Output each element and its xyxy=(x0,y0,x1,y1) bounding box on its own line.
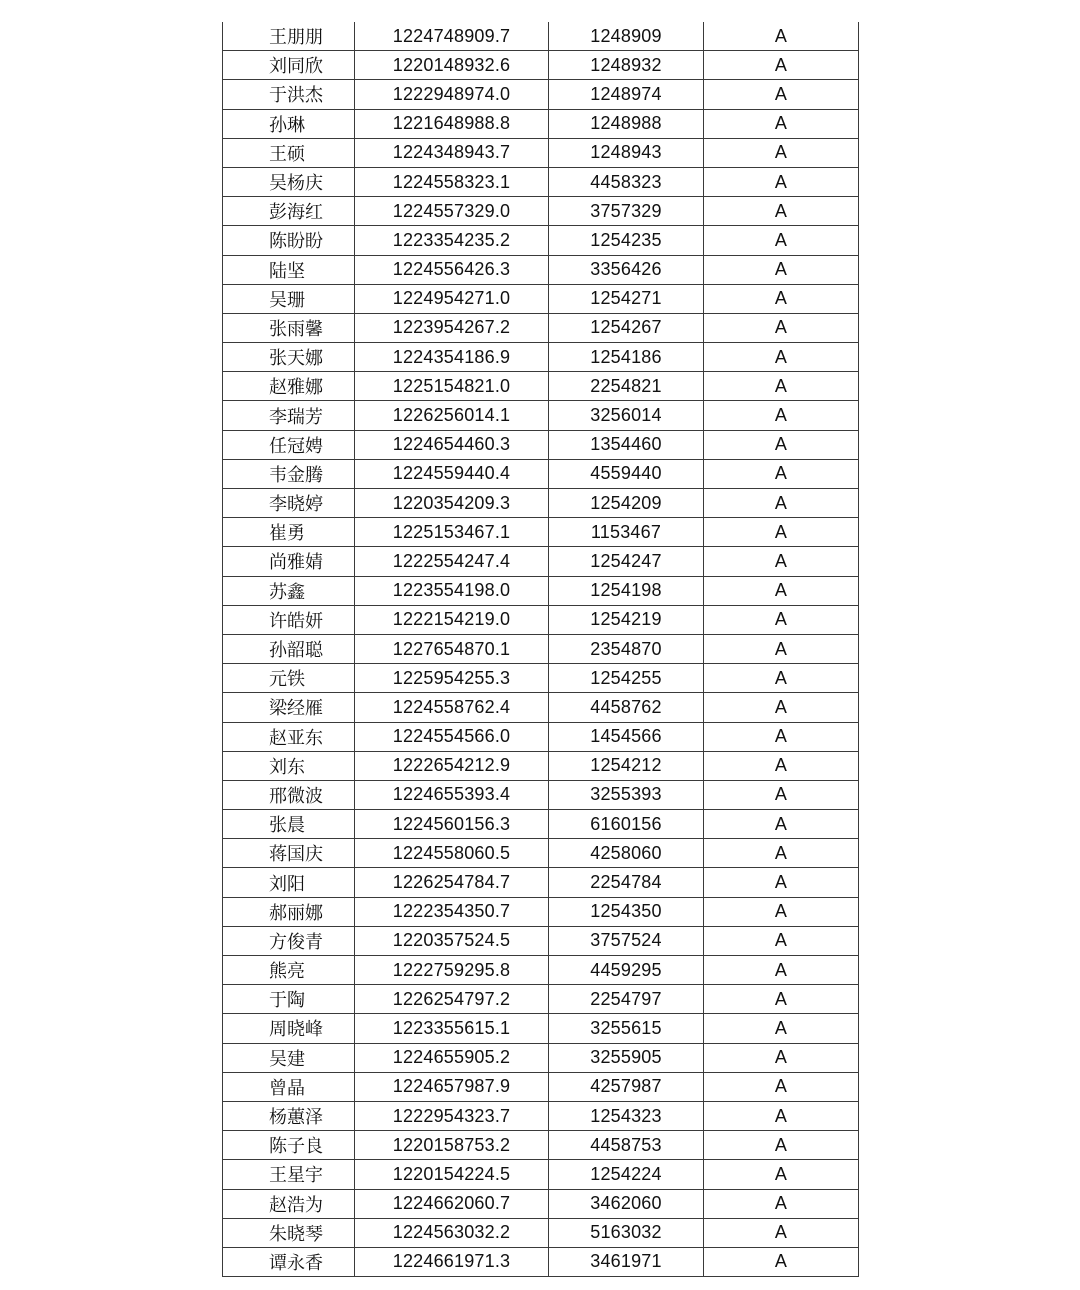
grade-cell: A xyxy=(704,459,859,488)
code-cell: 1248909 xyxy=(549,22,704,51)
code-cell: 3255615 xyxy=(549,1014,704,1043)
person-name-cell: 方俊青 xyxy=(223,926,355,955)
id-number-cell: 1224655393.4 xyxy=(355,780,549,809)
grade-cell: A xyxy=(704,1072,859,1101)
id-number-cell: 1223355615.1 xyxy=(355,1014,549,1043)
table-row xyxy=(223,1218,859,1247)
person-name-cell: 谭永香 xyxy=(223,1247,355,1276)
id-number-cell: 1224654460.3 xyxy=(355,430,549,459)
grade-cell: A xyxy=(704,1160,859,1189)
table-row xyxy=(223,109,859,138)
table-row xyxy=(223,839,859,868)
grade-cell: A xyxy=(704,839,859,868)
grade-cell: A xyxy=(704,518,859,547)
code-cell: 3356426 xyxy=(549,255,704,284)
code-cell: 2254821 xyxy=(549,372,704,401)
code-cell: 1248974 xyxy=(549,80,704,109)
code-cell: 4458323 xyxy=(549,167,704,196)
person-name-cell: 孙韶聪 xyxy=(223,634,355,663)
code-cell: 1248932 xyxy=(549,51,704,80)
grade-cell: A xyxy=(704,167,859,196)
grade-cell: A xyxy=(704,956,859,985)
person-name-cell: 陈盼盼 xyxy=(223,226,355,255)
grade-cell: A xyxy=(704,868,859,897)
table-row xyxy=(223,459,859,488)
table-row xyxy=(223,1247,859,1276)
grade-cell: A xyxy=(704,751,859,780)
person-name-cell: 李晓婷 xyxy=(223,489,355,518)
id-number-cell: 1222554247.4 xyxy=(355,547,549,576)
table-row xyxy=(223,1014,859,1043)
person-name-cell: 许皓妍 xyxy=(223,605,355,634)
code-cell: 1248943 xyxy=(549,138,704,167)
grade-cell: A xyxy=(704,926,859,955)
code-cell: 3757524 xyxy=(549,926,704,955)
person-name-cell: 吴珊 xyxy=(223,284,355,313)
id-number-cell: 1224556426.3 xyxy=(355,255,549,284)
table-row xyxy=(223,167,859,196)
id-number-cell: 1222948974.0 xyxy=(355,80,549,109)
table-row xyxy=(223,547,859,576)
table-row xyxy=(223,372,859,401)
person-name-cell: 陆坚 xyxy=(223,255,355,284)
person-name-cell: 邢微波 xyxy=(223,780,355,809)
id-number-cell: 1224563032.2 xyxy=(355,1218,549,1247)
id-number-cell: 1226254797.2 xyxy=(355,985,549,1014)
table-row xyxy=(223,226,859,255)
grade-cell: A xyxy=(704,226,859,255)
grade-cell: A xyxy=(704,780,859,809)
code-cell: 4257987 xyxy=(549,1072,704,1101)
grade-cell: A xyxy=(704,51,859,80)
id-number-cell: 1220154224.5 xyxy=(355,1160,549,1189)
grade-cell: A xyxy=(704,547,859,576)
table-row xyxy=(223,284,859,313)
table-row xyxy=(223,751,859,780)
person-name-cell: 刘同欣 xyxy=(223,51,355,80)
person-name-cell: 元铁 xyxy=(223,664,355,693)
person-name-cell: 梁经雁 xyxy=(223,693,355,722)
person-name-cell: 孙琳 xyxy=(223,109,355,138)
table-row xyxy=(223,693,859,722)
code-cell: 3461971 xyxy=(549,1247,704,1276)
person-name-cell: 赵浩为 xyxy=(223,1189,355,1218)
id-number-cell: 1224748909.7 xyxy=(355,22,549,51)
id-number-cell: 1222154219.0 xyxy=(355,605,549,634)
table-row xyxy=(223,985,859,1014)
id-number-cell: 1222354350.7 xyxy=(355,897,549,926)
table-row xyxy=(223,897,859,926)
table-row xyxy=(223,780,859,809)
code-cell: 4459295 xyxy=(549,956,704,985)
grade-cell: A xyxy=(704,1131,859,1160)
table-row xyxy=(223,634,859,663)
table-row xyxy=(223,1160,859,1189)
person-name-cell: 熊亮 xyxy=(223,956,355,985)
table-row xyxy=(223,1189,859,1218)
grade-cell: A xyxy=(704,605,859,634)
table-row xyxy=(223,664,859,693)
code-cell: 1254209 xyxy=(549,489,704,518)
code-cell: 1254255 xyxy=(549,664,704,693)
person-name-cell: 王朋朋 xyxy=(223,22,355,51)
roster-table-body xyxy=(223,22,859,1277)
grade-cell: A xyxy=(704,313,859,342)
grade-cell: A xyxy=(704,634,859,663)
person-name-cell: 李瑞芳 xyxy=(223,401,355,430)
id-number-cell: 1224560156.3 xyxy=(355,810,549,839)
id-number-cell: 1224661971.3 xyxy=(355,1247,549,1276)
person-name-cell: 曾晶 xyxy=(223,1072,355,1101)
id-number-cell: 1224558060.5 xyxy=(355,839,549,868)
code-cell: 4258060 xyxy=(549,839,704,868)
person-name-cell: 刘东 xyxy=(223,751,355,780)
code-cell: 4458753 xyxy=(549,1131,704,1160)
grade-cell: A xyxy=(704,430,859,459)
grade-cell: A xyxy=(704,1043,859,1072)
table-row xyxy=(223,430,859,459)
id-number-cell: 1227654870.1 xyxy=(355,634,549,663)
table-row xyxy=(223,868,859,897)
id-number-cell: 1224558323.1 xyxy=(355,167,549,196)
code-cell: 1254224 xyxy=(549,1160,704,1189)
grade-cell: A xyxy=(704,664,859,693)
grade-cell: A xyxy=(704,343,859,372)
grade-cell: A xyxy=(704,897,859,926)
person-name-cell: 刘阳 xyxy=(223,868,355,897)
table-row xyxy=(223,51,859,80)
id-number-cell: 1224655905.2 xyxy=(355,1043,549,1072)
code-cell: 3757329 xyxy=(549,197,704,226)
person-name-cell: 尚雅婧 xyxy=(223,547,355,576)
grade-cell: A xyxy=(704,138,859,167)
code-cell: 1254219 xyxy=(549,605,704,634)
person-name-cell: 郝丽娜 xyxy=(223,897,355,926)
person-name-cell: 赵雅娜 xyxy=(223,372,355,401)
code-cell: 2354870 xyxy=(549,634,704,663)
code-cell: 3256014 xyxy=(549,401,704,430)
code-cell: 1254186 xyxy=(549,343,704,372)
table-row xyxy=(223,926,859,955)
id-number-cell: 1225954255.3 xyxy=(355,664,549,693)
table-row xyxy=(223,722,859,751)
id-number-cell: 1224354186.9 xyxy=(355,343,549,372)
code-cell: 3255905 xyxy=(549,1043,704,1072)
grade-cell: A xyxy=(704,1218,859,1247)
code-cell: 5163032 xyxy=(549,1218,704,1247)
document-table-page xyxy=(222,22,858,1277)
person-name-cell: 于洪杰 xyxy=(223,80,355,109)
person-name-cell: 赵亚东 xyxy=(223,722,355,751)
id-number-cell: 1220148932.6 xyxy=(355,51,549,80)
person-name-cell: 于陶 xyxy=(223,985,355,1014)
person-name-cell: 王硕 xyxy=(223,138,355,167)
id-number-cell: 1224557329.0 xyxy=(355,197,549,226)
table-row xyxy=(223,138,859,167)
person-name-cell: 张雨馨 xyxy=(223,313,355,342)
code-cell: 4458762 xyxy=(549,693,704,722)
code-cell: 1454566 xyxy=(549,722,704,751)
code-cell: 1248988 xyxy=(549,109,704,138)
code-cell: 3255393 xyxy=(549,780,704,809)
table-row xyxy=(223,313,859,342)
person-name-cell: 杨蕙泽 xyxy=(223,1101,355,1130)
table-row xyxy=(223,1043,859,1072)
roster-table xyxy=(222,22,859,1277)
grade-cell: A xyxy=(704,1101,859,1130)
id-number-cell: 1222954323.7 xyxy=(355,1101,549,1130)
id-number-cell: 1224554566.0 xyxy=(355,722,549,751)
code-cell: 1254267 xyxy=(549,313,704,342)
person-name-cell: 彭海红 xyxy=(223,197,355,226)
grade-cell: A xyxy=(704,255,859,284)
code-cell: 1254350 xyxy=(549,897,704,926)
id-number-cell: 1224662060.7 xyxy=(355,1189,549,1218)
person-name-cell: 崔勇 xyxy=(223,518,355,547)
code-cell: 1254247 xyxy=(549,547,704,576)
person-name-cell: 张晨 xyxy=(223,810,355,839)
code-cell: 4559440 xyxy=(549,459,704,488)
code-cell: 2254797 xyxy=(549,985,704,1014)
grade-cell: A xyxy=(704,372,859,401)
id-number-cell: 1220357524.5 xyxy=(355,926,549,955)
id-number-cell: 1221648988.8 xyxy=(355,109,549,138)
code-cell: 2254784 xyxy=(549,868,704,897)
table-row xyxy=(223,401,859,430)
id-number-cell: 1224558762.4 xyxy=(355,693,549,722)
id-number-cell: 1226254784.7 xyxy=(355,868,549,897)
table-row xyxy=(223,22,859,51)
id-number-cell: 1225154821.0 xyxy=(355,372,549,401)
person-name-cell: 吴建 xyxy=(223,1043,355,1072)
id-number-cell: 1223554198.0 xyxy=(355,576,549,605)
id-number-cell: 1224559440.4 xyxy=(355,459,549,488)
person-name-cell: 苏鑫 xyxy=(223,576,355,605)
grade-cell: A xyxy=(704,810,859,839)
grade-cell: A xyxy=(704,576,859,605)
code-cell: 1254212 xyxy=(549,751,704,780)
code-cell: 1254235 xyxy=(549,226,704,255)
grade-cell: A xyxy=(704,693,859,722)
person-name-cell: 任冠娉 xyxy=(223,430,355,459)
grade-cell: A xyxy=(704,197,859,226)
id-number-cell: 1220354209.3 xyxy=(355,489,549,518)
person-name-cell: 王星宇 xyxy=(223,1160,355,1189)
person-name-cell: 吴杨庆 xyxy=(223,167,355,196)
grade-cell: A xyxy=(704,489,859,518)
id-number-cell: 1226256014.1 xyxy=(355,401,549,430)
table-row xyxy=(223,1101,859,1130)
table-row xyxy=(223,489,859,518)
id-number-cell: 1223954267.2 xyxy=(355,313,549,342)
table-row xyxy=(223,255,859,284)
person-name-cell: 蒋国庆 xyxy=(223,839,355,868)
table-row xyxy=(223,810,859,839)
person-name-cell: 陈子良 xyxy=(223,1131,355,1160)
code-cell: 1153467 xyxy=(549,518,704,547)
person-name-cell: 朱晓琴 xyxy=(223,1218,355,1247)
code-cell: 1254198 xyxy=(549,576,704,605)
id-number-cell: 1225153467.1 xyxy=(355,518,549,547)
id-number-cell: 1224954271.0 xyxy=(355,284,549,313)
table-row xyxy=(223,343,859,372)
id-number-cell: 1223354235.2 xyxy=(355,226,549,255)
grade-cell: A xyxy=(704,401,859,430)
code-cell: 3462060 xyxy=(549,1189,704,1218)
id-number-cell: 1224657987.9 xyxy=(355,1072,549,1101)
grade-cell: A xyxy=(704,22,859,51)
id-number-cell: 1222654212.9 xyxy=(355,751,549,780)
table-row xyxy=(223,576,859,605)
table-row xyxy=(223,956,859,985)
table-row xyxy=(223,518,859,547)
table-row xyxy=(223,1131,859,1160)
grade-cell: A xyxy=(704,80,859,109)
table-row xyxy=(223,80,859,109)
table-row xyxy=(223,1072,859,1101)
code-cell: 1254323 xyxy=(549,1101,704,1130)
id-number-cell: 1224348943.7 xyxy=(355,138,549,167)
grade-cell: A xyxy=(704,109,859,138)
person-name-cell: 韦金腾 xyxy=(223,459,355,488)
grade-cell: A xyxy=(704,722,859,751)
id-number-cell: 1222759295.8 xyxy=(355,956,549,985)
table-row xyxy=(223,605,859,634)
grade-cell: A xyxy=(704,1189,859,1218)
person-name-cell: 周晓峰 xyxy=(223,1014,355,1043)
person-name-cell: 张天娜 xyxy=(223,343,355,372)
code-cell: 6160156 xyxy=(549,810,704,839)
grade-cell: A xyxy=(704,1247,859,1276)
code-cell: 1254271 xyxy=(549,284,704,313)
code-cell: 1354460 xyxy=(549,430,704,459)
table-row xyxy=(223,197,859,226)
grade-cell: A xyxy=(704,284,859,313)
grade-cell: A xyxy=(704,1014,859,1043)
id-number-cell: 1220158753.2 xyxy=(355,1131,549,1160)
grade-cell: A xyxy=(704,985,859,1014)
